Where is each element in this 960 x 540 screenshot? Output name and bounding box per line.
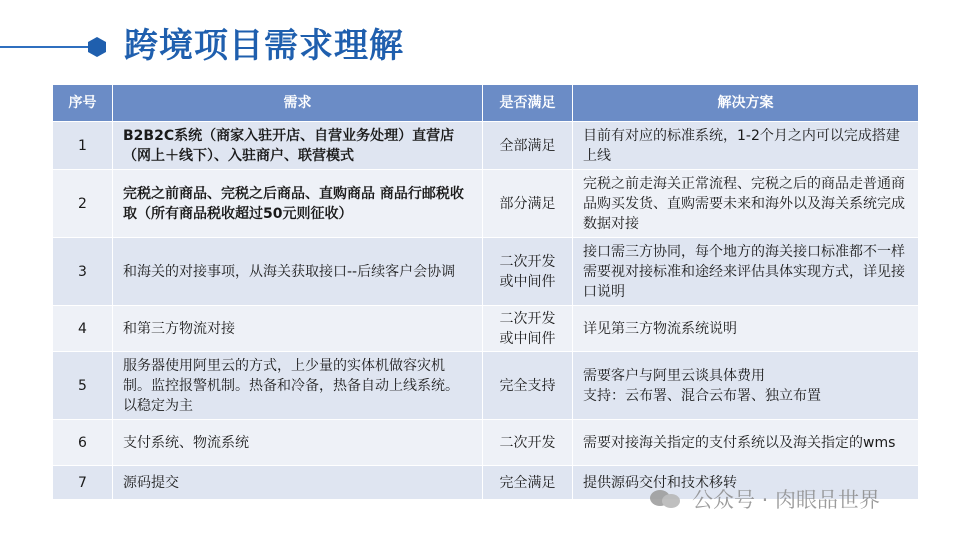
requirements-table	[52, 84, 919, 500]
satisfied-cell: 完全支持	[483, 352, 573, 420]
requirement-cell: B2B2C系统（商家入驻开店、自营业务处理）直营店（网上＋线下）、入驻商户、联营模式	[113, 122, 483, 170]
satisfied-cell: 二次开发或中间件	[483, 306, 573, 352]
satisfied-cell: 完全满足	[483, 466, 573, 500]
solution-cell: 详见第三方物流系统说明	[573, 306, 919, 352]
requirement-cell: 服务器使用阿里云的方式，上少量的实体机做容灾机制。监控报警机制。热备和冷备，热备自动上线系统。以稳定为主	[113, 352, 483, 420]
satisfied-cell: 二次开发或中间件	[483, 238, 573, 306]
row-number: 2	[53, 170, 113, 238]
table-row	[53, 238, 919, 306]
solution-cell: 需要对接海关指定的支付系统以及海关指定的wms	[573, 420, 919, 466]
header-requirement: 需求	[113, 85, 483, 122]
table-row	[53, 420, 919, 466]
table-row	[53, 122, 919, 170]
satisfied-cell: 部分满足	[483, 170, 573, 238]
solution-cell: 完税之前走海关正常流程、完税之后的商品走普通商品购买发货、直购需要未来和海外以及海关系统完成数据对接	[573, 170, 919, 238]
row-number: 3	[53, 238, 113, 306]
title-rule	[0, 46, 90, 48]
requirement-cell: 和海关的对接事项，从海关获取接口--后续客户会协调	[113, 238, 483, 306]
row-number: 6	[53, 420, 113, 466]
requirement-cell: 支付系统、物流系统	[113, 420, 483, 466]
header-satisfied: 是否满足	[483, 85, 573, 122]
satisfied-cell: 全部满足	[483, 122, 573, 170]
wechat-icon	[650, 488, 684, 510]
solution-cell: 接口需三方协同，每个地方的海关接口标准都不一样需要视对接标准和途经来评估具体实现方式，详见接口说明	[573, 238, 919, 306]
row-number: 5	[53, 352, 113, 420]
satisfied-cell: 二次开发	[483, 420, 573, 466]
hexagon-icon	[88, 37, 106, 57]
table-header-row	[53, 85, 919, 122]
solution-cell: 提供源码交付和技术移转	[573, 466, 919, 500]
requirement-cell: 完税之前商品、完税之后商品、直购商品 商品行邮税收取（所有商品税收超过50元则征收）	[113, 170, 483, 238]
requirement-cell: 源码提交	[113, 466, 483, 500]
page-title: 跨境项目需求理解	[124, 26, 404, 66]
row-number: 4	[53, 306, 113, 352]
watermark-text: 公众号 · 肉眼品世界	[692, 488, 881, 512]
watermark	[650, 484, 880, 514]
row-number: 7	[53, 466, 113, 500]
table-row	[53, 170, 919, 238]
solution-cell: 目前有对应的标准系统，1-2个月之内可以完成搭建上线	[573, 122, 919, 170]
row-number: 1	[53, 122, 113, 170]
solution-cell: 需要客户与阿里云谈具体费用 支持：云布署、混合云布署、独立布置	[573, 352, 919, 420]
requirement-cell: 和第三方物流对接	[113, 306, 483, 352]
header-solution: 解决方案	[573, 85, 919, 122]
table-row	[53, 352, 919, 420]
header-no: 序号	[53, 85, 113, 122]
table-row	[53, 306, 919, 352]
